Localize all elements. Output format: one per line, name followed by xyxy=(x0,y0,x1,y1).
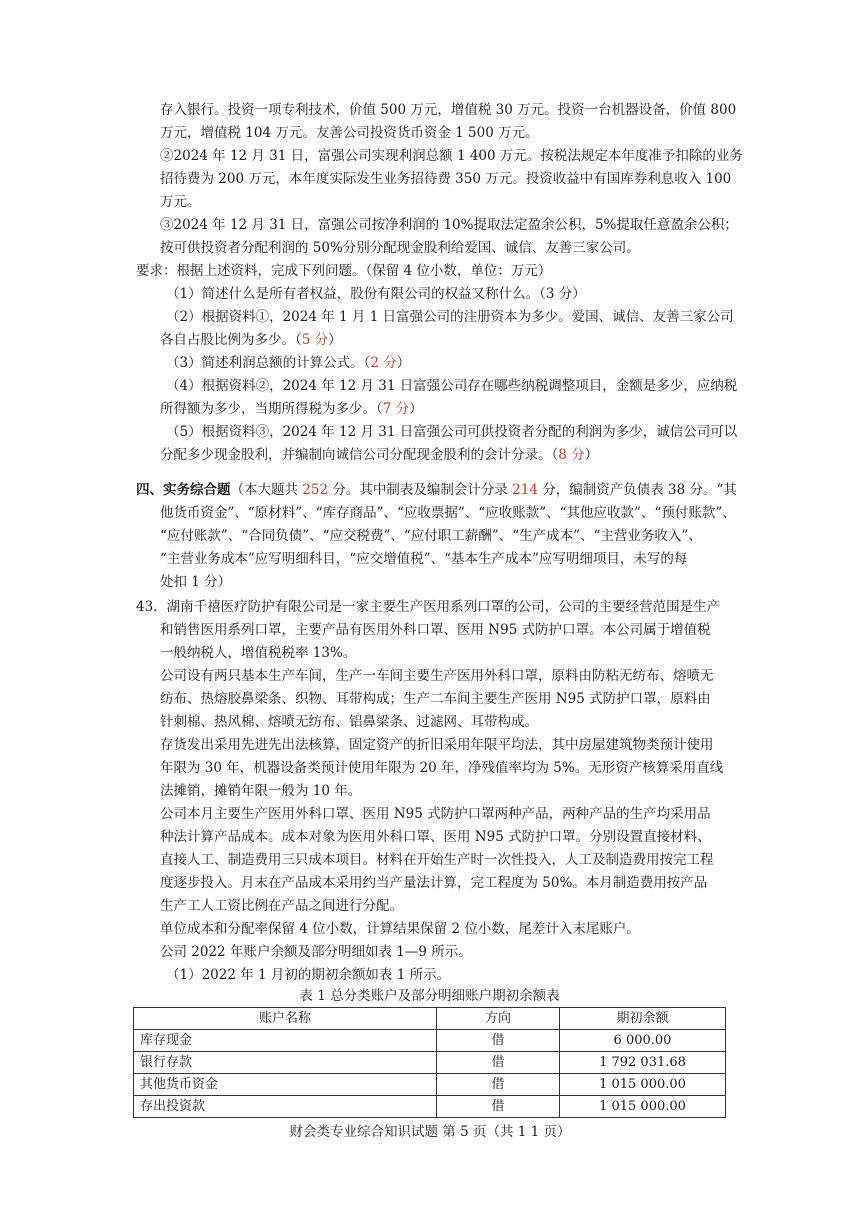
question-3: （3）简述利润总额的计算公式。（2 分） xyxy=(166,355,411,371)
account-name: 存出投资款 xyxy=(134,1096,437,1118)
text-line: 生产工人工资比例在产品之间进行分配。 xyxy=(160,898,403,914)
text-line: 一般纳税人，增值税税率 13%。 xyxy=(160,645,357,661)
question-2-cont: 各自占股比例为多少。（5 分） xyxy=(160,332,342,348)
question-43: 43．湖南千禧医疗防护有限公司是一家主要生产医用系列口罩的公司，公司的主要经营范围是生产 xyxy=(136,599,721,615)
table-caption: 表 1 总分类账户及部分明细账户期初余额表 xyxy=(299,988,560,1004)
text-line: 公司设有两只基本生产车间，生产一车间主要生产医用外科口罩，原料由防粘无纺布、熔喷无 xyxy=(160,668,714,684)
table-row xyxy=(134,1096,726,1118)
text-line: 度逐步投入。月末在产品成本采用约当产量法计算，完工程度为 50%。本月制造费用按产品 xyxy=(160,875,708,891)
table-row xyxy=(134,1030,726,1052)
text-line: （1）2022 年 1 月初的期初余额如表 1 所示。 xyxy=(166,967,451,983)
text-line: 公司 2022 年账户余额及部分明细如表 1—9 所示。 xyxy=(160,944,472,960)
account-name: 银行存款 xyxy=(134,1052,437,1074)
text-line: 法摊销，摊销年限一般为 10 年。 xyxy=(160,783,362,799)
section-note: “主营业务成本”应写明细科目，“应交增值税”、“基本生产成本”应写明细项目，未写的每 xyxy=(160,551,688,567)
opening-balance: 1 015 000.00 xyxy=(560,1096,726,1118)
text-line: 单位成本和分配率保留 4 位小数，计算结果保留 2 位小数，尾差计入末尾账户。 xyxy=(160,921,640,937)
question-5: （5）根据资料③，2024 年 12 月 31 日富强公司可供投资者分配的利润为多少，诚信公司可以 xyxy=(166,424,738,440)
requirement-line: 要求：根据上述资料，完成下列问题。（保留 4 位小数，单位：万元） xyxy=(136,263,552,279)
account-name: 库存现金 xyxy=(134,1030,437,1052)
text-line: 直接人工、制造费用三只成本项目。材料在开始生产时一次性投入，人工及制造费用按完工程 xyxy=(160,852,714,868)
question-2: （2）根据资料①，2024 年 1 月 1 日富强公司的注册资本为多少。爱国、诚信、友善三家公司 xyxy=(166,309,734,325)
text-line: 和销售医用系列口罩，主要产品有医用外科口罩、医用 N95 式防护口罩。本公司属于增值税 xyxy=(160,622,711,638)
balance-table xyxy=(133,1007,726,1118)
score: 2 分 xyxy=(370,355,397,371)
text-line: 存入银行。投资一项专利技术，价值 500 万元，增值税 30 万元。投资一台机器设备，价值 800 xyxy=(160,102,737,118)
score: 7 分 xyxy=(382,401,410,417)
direction: 借 xyxy=(437,1030,560,1052)
section-note: 他货币资金”、“原材料”、“库存商品”、“应收票据”、“应收账款”、“其他应收款”、“预付账款”、 xyxy=(160,505,736,521)
score: 5 分 xyxy=(301,332,329,348)
text-line: 万元。 xyxy=(160,194,201,210)
question-4-cont: 所得额为多少，当期所得税为多少。（7 分） xyxy=(160,401,423,417)
section-note: “应付账款”、“合同负债”、“应交税费”、“应付职工薪酬”、“生产成本”、“主营业务收入”、 xyxy=(160,528,702,544)
account-name: 其他货币资金 xyxy=(134,1074,437,1096)
table-header-row xyxy=(134,1008,726,1030)
question-1: （1）简述什么是所有者权益，股份有限公司的权益又称什么。（3 分） xyxy=(166,286,586,302)
text-line: 针刺棉、热风棉、熔喷无纺布、铝鼻梁条、过滤网、耳带构成。 xyxy=(160,714,538,730)
section-heading: 四、实务综合题（本大题共 252 分。其中制表及编制会计分录 214 分，编制资产负债表 38 分。“其 xyxy=(136,482,737,498)
opening-balance: 6 000.00 xyxy=(560,1030,726,1052)
table-row xyxy=(134,1052,726,1074)
question-5-cont: 分配多少现金股利，并编制向诚信公司分配现金股利的会计分录。（8 分） xyxy=(160,447,599,463)
section-note: 处扣 1 分） xyxy=(160,574,232,590)
direction: 借 xyxy=(437,1074,560,1096)
text-line: 纺布、热熔胶鼻梁条、织物、耳带构成；生产二车间主要生产医用 N95 式防护口罩，原料由 xyxy=(160,691,711,707)
score: 8 分 xyxy=(558,447,585,463)
table-row xyxy=(134,1074,726,1096)
text-line: ③2024 年 12 月 31 日，富强公司按净利润的 10%提取法定盈余公积，5%提取任意盈余公积； xyxy=(160,217,738,233)
text-line: ②2024 年 12 月 31 日，富强公司实现利润总额 1 400 万元。按税法规定本年度准予扣除的业务 xyxy=(160,148,743,164)
text-line: 种法计算产品成本。成本对象为医用外科口罩、医用 N95 式防护口罩。分别设置直接材料、 xyxy=(160,829,711,845)
text-line: 按可供投资者分配利润的 50%分别分配现金股利给爱国、诚信、友善三家公司。 xyxy=(160,240,640,256)
column-header: 方向 xyxy=(437,1008,560,1030)
page-footer: 财会类专业综合知识试题 第 5 页（共 1 1 页） xyxy=(289,1124,571,1140)
text-line: 年限为 30 年，机器设备类预计使用年限为 20 年，净残值率均为 5%。无形资产核算采用直线 xyxy=(160,760,724,776)
column-header: 账户名称 xyxy=(134,1008,437,1030)
text-line: 万元，增值税 104 万元。友善公司投资货币资金 1 500 万元。 xyxy=(160,125,539,141)
direction: 借 xyxy=(437,1096,560,1118)
question-4: （4）根据资料②，2024 年 12 月 31 日富强公司存在哪些纳税调整项目，金额是多少，应纳税 xyxy=(166,378,738,394)
opening-balance: 1 015 000.00 xyxy=(560,1074,726,1096)
opening-balance: 1 792 031.68 xyxy=(560,1052,726,1074)
direction: 借 xyxy=(437,1052,560,1074)
column-header: 期初余额 xyxy=(560,1008,726,1030)
text-line: 公司本月主要生产医用外科口罩、医用 N95 式防护口罩两种产品，两种产品的生产均采用品 xyxy=(160,806,711,822)
text-line: 招待费为 200 万元，本年度实际发生业务招待费 350 万元。投资收益中有国库券利息收入 100 xyxy=(160,171,732,187)
text-line: 存货发出采用先进先出法核算，固定资产的折旧采用年限平均法，其中房屋建筑物类预计使用 xyxy=(160,737,714,753)
